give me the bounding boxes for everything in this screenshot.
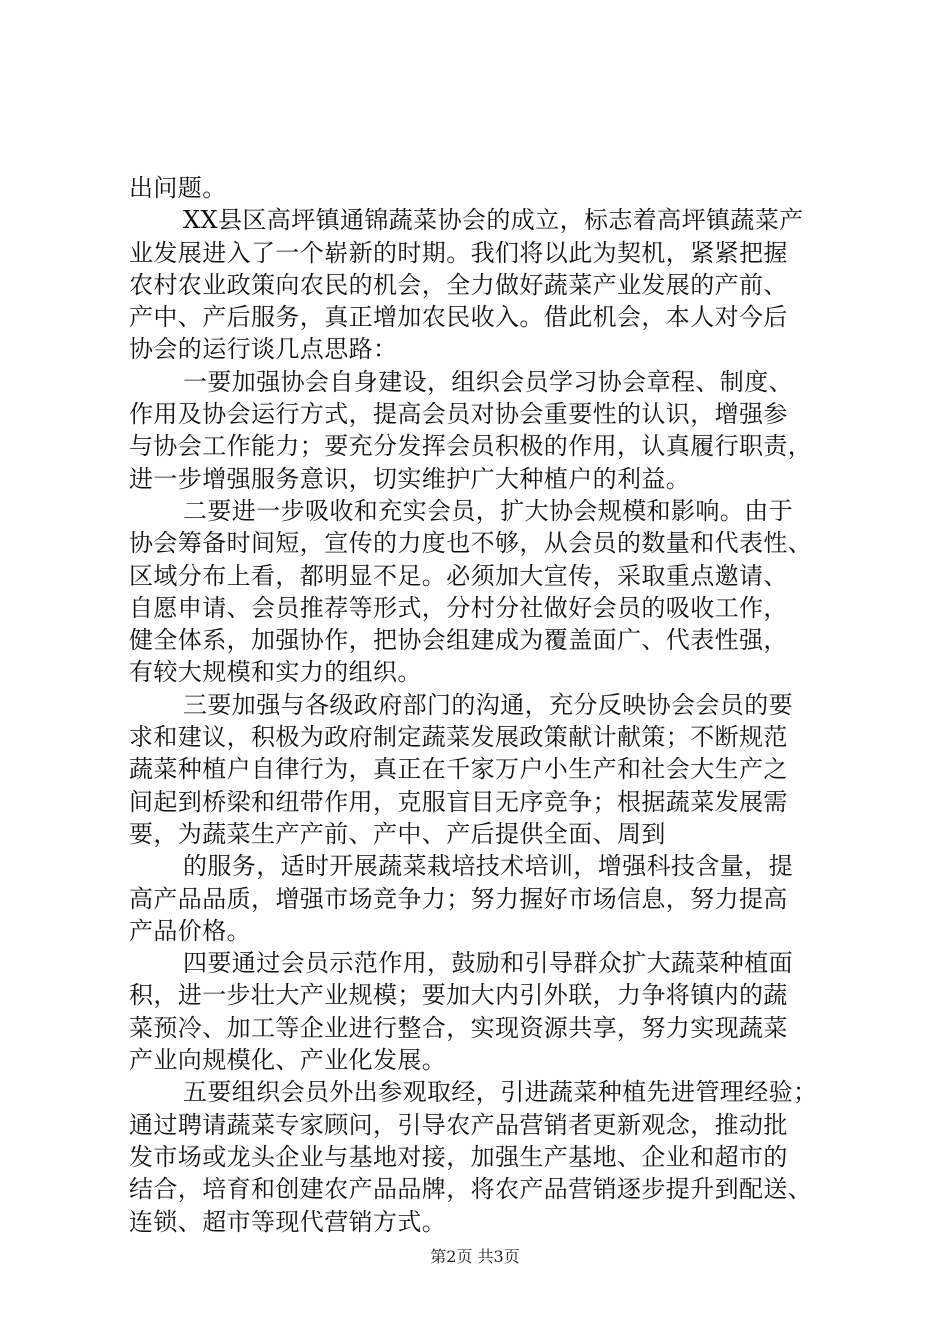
- text-line: 间起到桥梁和纽带作用，克服盲目无序竞争；根据蔬菜发展需: [129, 787, 788, 816]
- text-line: 与协会工作能力；要充分发挥会员积极的作用，认真履行职责，: [129, 432, 813, 461]
- text-line: 协会筹备时间短，宣传的力度也不够，从会员的数量和代表性、: [129, 529, 813, 558]
- text-line: 要，为蔬菜生产产前、产中、产后提供全面、周到: [129, 819, 666, 848]
- text-line: 结合，培育和创建农产品品牌，将农产品营销逐步提升到配送、: [129, 1175, 813, 1204]
- text-line: 产业向规模化、产业化发展。: [129, 1046, 447, 1075]
- text-line: 作用及协会运行方式，提高会员对协会重要性的认识，增强参: [129, 400, 788, 429]
- text-line: 三要加强与各级政府部门的沟通，充分反映协会会员的要: [183, 690, 793, 719]
- text-line: 高产品品质，增强市场竞争力；努力握好市场信息，努力提高: [129, 884, 788, 913]
- text-line: 业发展进入了一个崭新的时期。我们将以此为契机，紧紧把握: [129, 238, 788, 267]
- text-line: 通过聘请蔬菜专家顾问，引导农产品营销者更新观念，推动批: [129, 1110, 788, 1139]
- page-footer: 第2页 共3页: [430, 1247, 520, 1266]
- text-line: 进一步增强服务意识，切实维护广大种植户的利益。: [129, 464, 691, 493]
- text-line: 菜预冷、加工等企业进行整合，实现资源共享，努力实现蔬菜: [129, 1013, 788, 1042]
- document-body: [129, 172, 829, 1238]
- text-line: 产中、产后服务，真正增加农民收入。借此机会，本人对今后: [129, 303, 788, 332]
- text-line: 的服务，适时开展蔬菜栽培技术培训，增强科技含量，提: [183, 852, 793, 881]
- text-line: 四要通过会员示范作用，鼓励和引导群众扩大蔬菜种植面: [183, 949, 793, 978]
- text-line: 有较大规模和实力的组织。: [129, 658, 422, 687]
- text-line: 协会的运行谈几点思路：: [129, 335, 398, 364]
- text-line: 区域分布上看，都明显不足。必须加大宣传，采取重点邀请、: [129, 561, 788, 590]
- text-line: 健全体系，加强协作，把协会组建成为覆盖面广、代表性强，: [129, 626, 788, 655]
- text-line: 农村农业政策向农民的机会，全力做好蔬菜产业发展的产前、: [129, 270, 788, 299]
- text-line: 蔬菜种植户自律行为，真正在千家万户小生产和社会大生产之: [129, 755, 788, 784]
- text-line: 五要组织会员外出参观取经，引进蔬菜种植先进管理经验；: [183, 1078, 818, 1107]
- text-line: 积，进一步壮大产业规模；要加大内引外联，力争将镇内的蔬: [129, 981, 788, 1010]
- text-line: 二要进一步吸收和充实会员，扩大协会规模和影响。由于: [183, 496, 793, 525]
- text-line: 一要加强协会自身建设，组织会员学习协会章程、制度、: [183, 367, 793, 396]
- text-line: 产品价格。: [129, 916, 251, 945]
- text-line: 连锁、超市等现代营销方式。: [129, 1207, 447, 1236]
- text-line: 自愿申请、会员推荐等形式，分村分社做好会员的吸收工作，: [129, 593, 788, 622]
- text-line: XX县区高坪镇通锦蔬菜协会的成立，标志着高坪镇蔬菜产: [183, 206, 804, 235]
- text-line: 出问题。: [129, 174, 227, 202]
- text-line: 求和建议，积极为政府制定蔬菜发展政策献计献策；不断规范: [129, 723, 788, 752]
- text-line: 发市场或龙头企业与基地对接，加强生产基地、企业和超市的: [129, 1142, 788, 1171]
